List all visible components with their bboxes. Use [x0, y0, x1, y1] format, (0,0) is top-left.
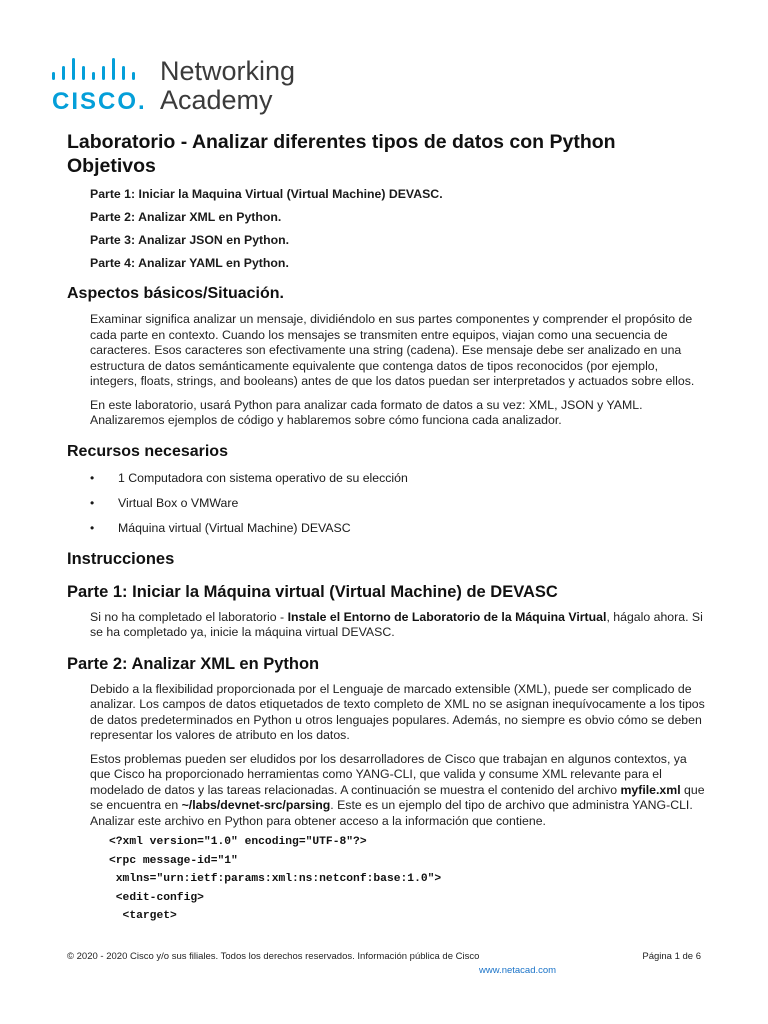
file-path: ~/labs/devnet-src/parsing [181, 798, 331, 812]
background-paragraph-2: En este laboratorio, usará Python para analizar cada formato de datos a su vez: XML, JSON y YAML. Analizaremos ejemplos de código y hablaremos sobre cómo funciona cada analizador. [90, 397, 643, 427]
part2-heading: Parte 2: Analizar XML en Python [67, 654, 320, 673]
list-item: • Virtual Box o VMWare [90, 495, 707, 511]
part2-paragraph-1: Debido a la flexibilidad proporcionada por el Lenguaje de marcado extensible (XML), puede ser complicado de analizar. Los campos de datos etiquetados de texto completo de XML no se asignan inequívocamente a los tipos de datos predeterminados en Python u otros lenguajes populares. Además, no siempre es obvio cómo se deben representar los valores de atributo en los datos. [90, 681, 705, 742]
list-item: • 1 Computadora con sistema operativo de su elección [90, 470, 707, 486]
logo-academy: Academy [160, 85, 273, 115]
instructions-heading: Instrucciones [67, 549, 175, 568]
file-name: myfile.xml [620, 782, 681, 797]
page-title: Laboratorio - Analizar diferentes tipos de datos con Python [67, 131, 616, 153]
main-content [67, 130, 707, 926]
objective-item: Parte 2: Analizar XML en Python. [90, 210, 282, 224]
vm-lab-link: Instale el Entorno de Laboratorio de la Máquina Virtual [287, 609, 607, 624]
objective-item: Parte 3: Analizar JSON en Python. [90, 233, 290, 247]
code-line: <?xml version="1.0" encoding="UTF-8"?> [109, 836, 367, 848]
code-line: <edit-config> [109, 891, 204, 904]
code-line: xmlns="urn:ietf:params:xml:ns:netconf:base:1.0"> [109, 873, 442, 885]
list-item: • Máquina virtual (Virtual Machine) DEVASC [90, 520, 707, 536]
xml-code-block [109, 833, 707, 926]
objectives-list [90, 186, 707, 271]
cisco-wordmark: CISCO. [52, 88, 147, 115]
objective-item: Parte 1: Iniciar la Maquina Virtual (Virtual Machine) DEVASC. [90, 187, 443, 201]
part1-section [90, 610, 707, 641]
copyright-text: © 2020 - 2020 Cisco y/o sus filiales. Todos los derechos reservados. Información pública de Cisco [67, 951, 480, 962]
part2-paragraph-2: Estos problemas pueden ser eludidos por los desarrolladores de Cisco que trabajan en algunos contextos, ya que Cisco ha proporcionado herramientas como YANG-CLI, que valida y consume XML relevante para el modelado de datos y las tareas relacionadas. A continuación se muestra el contenido del archivo myfile.xml que se encuentra en ~/labs/devnet-src/parsing. Este es un ejemplo del tipo de archivo que administra YANG-CLI. Analizar este archivo en Python para obtener acceso a la información que contiene. [90, 751, 705, 828]
objective-item: Parte 4: Analizar YAML en Python. [90, 256, 289, 270]
resources-heading: Recursos necesarios [67, 442, 228, 460]
page-number: Página 1 de 6 [642, 951, 701, 962]
code-line: <rpc message-id="1" [109, 854, 238, 867]
background-section [90, 312, 707, 429]
part1-heading: Parte 1: Iniciar la Máquina virtual (Virtual Machine) de DEVASC [67, 582, 558, 601]
cisco-bars-icon [52, 58, 144, 80]
logo-networking: Networking [160, 56, 296, 86]
objectives-heading: Objetivos [67, 155, 156, 177]
background-paragraph-1: Examinar significa analizar un mensaje, dividiéndolo en sus partes componentes y comprender el propósito de cada parte en contexto. Cuando los mensajes se transmiten entre equipos, viajan como una secuencia de caracteres. Esos caracteres son efectivamente una string (cadena). Ese mensaje debe ser analizado en una estructura de datos semánticamente equivalente que contenga datos de tipos reconocidos (por ejemplo, integers, floats, strings, and booleans) antes de que los datos puedan ser interpretados y actuados sobre ellos. [90, 312, 695, 388]
part2-section [90, 682, 707, 830]
code-line: <target> [109, 910, 177, 922]
netacad-link[interactable]: www.netacad.com [479, 965, 557, 976]
background-heading: Aspectos básicos/Situación. [67, 285, 284, 302]
resources-list [90, 470, 707, 536]
part1-paragraph: Si no ha completado el laboratorio - Instale el Entorno de Laboratorio de la Máquina Virtual, hágalo ahora. Si se ha completado ya, inicie la máquina virtual DEVASC. [90, 609, 703, 639]
cisco-networking-academy-logo [52, 58, 312, 118]
